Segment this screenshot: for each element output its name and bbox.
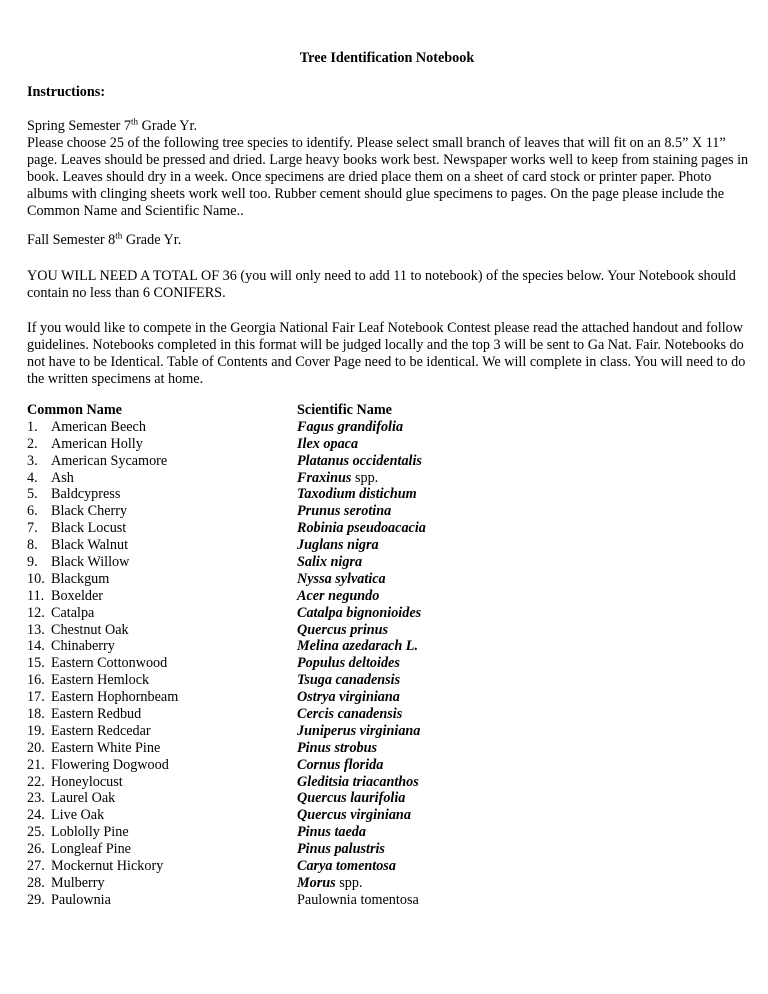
common-name: Blackgum bbox=[51, 570, 110, 587]
common-name-cell bbox=[27, 706, 297, 723]
scientific-name: Acer negundo bbox=[297, 587, 380, 604]
common-name: Black Cherry bbox=[51, 503, 128, 520]
common-name: American Holly bbox=[51, 435, 143, 452]
common-name-cell bbox=[27, 807, 297, 824]
scientific-name-cell bbox=[297, 841, 697, 858]
species-row bbox=[27, 672, 747, 689]
species-number: 14. bbox=[27, 638, 45, 655]
common-name: Paulownia bbox=[51, 891, 111, 908]
common-name-cell bbox=[27, 622, 297, 639]
species-number: 1. bbox=[27, 418, 38, 435]
scientific-name-cell bbox=[297, 605, 697, 622]
species-header-row bbox=[27, 402, 747, 419]
species-number: 15. bbox=[27, 655, 45, 672]
common-name: Eastern Hophornbeam bbox=[51, 689, 179, 706]
common-name: Boxelder bbox=[51, 587, 104, 604]
common-name-cell bbox=[27, 638, 297, 655]
common-name-cell bbox=[27, 892, 297, 909]
scientific-name-cell bbox=[297, 689, 697, 706]
common-name: Eastern Redcedar bbox=[51, 722, 151, 739]
common-name-cell bbox=[27, 605, 297, 622]
spring-heading bbox=[27, 118, 752, 135]
common-name-header: Common Name bbox=[27, 402, 122, 418]
scientific-name: Taxodium distichum bbox=[297, 486, 417, 503]
scientific-name: Ostrya virginiana bbox=[297, 689, 400, 706]
species-number: 5. bbox=[27, 486, 38, 503]
scientific-name: Pinus strobus bbox=[297, 739, 378, 756]
scientific-name-cell bbox=[297, 807, 697, 824]
common-name-cell bbox=[27, 588, 297, 605]
species-number: 21. bbox=[27, 756, 45, 773]
scientific-name-cell bbox=[297, 419, 697, 436]
species-number: 8. bbox=[27, 537, 38, 554]
species-number: 13. bbox=[27, 621, 45, 638]
scientific-name: Salix nigra bbox=[297, 554, 363, 571]
scientific-name-cell bbox=[297, 470, 697, 487]
species-row bbox=[27, 774, 747, 791]
species-number: 12. bbox=[27, 604, 45, 621]
common-name-cell bbox=[27, 841, 297, 858]
species-row bbox=[27, 436, 747, 453]
fall-heading-text: Fall Semester 8 bbox=[27, 232, 116, 248]
scientific-name: Quercus prinus bbox=[297, 621, 389, 638]
scientific-name: Quercus laurifolia bbox=[297, 790, 406, 807]
common-name-cell bbox=[27, 824, 297, 841]
scientific-name: Nyssa sylvatica bbox=[297, 570, 386, 587]
scientific-name-suffix: spp. bbox=[335, 874, 363, 891]
common-name: Eastern Hemlock bbox=[51, 672, 150, 689]
species-row bbox=[27, 824, 747, 841]
species-number: 16. bbox=[27, 672, 45, 689]
scientific-name: Cornus florida bbox=[297, 756, 384, 773]
scientific-name-cell bbox=[297, 740, 697, 757]
common-name-cell bbox=[27, 757, 297, 774]
scientific-name-cell bbox=[297, 757, 697, 774]
common-name-cell bbox=[27, 486, 297, 503]
common-name-cell bbox=[27, 470, 297, 487]
common-name-cell bbox=[27, 554, 297, 571]
common-name: Black Walnut bbox=[51, 537, 129, 554]
contest-note: If you would like to compete in the Georgia National Fair Leaf Notebook Contest please read the attached handout and follow guidelines. Notebooks completed in this format will be judged locally and the top 3 will be sent to Ga Nat. Fair. Notebooks do not have to be Identical. Table of Contents and Cover Page need to be identical. We will complete in class. You will need to do the written specimens at home. bbox=[27, 320, 746, 387]
common-name-cell bbox=[27, 537, 297, 554]
spring-heading-tail: Grade Yr. bbox=[138, 118, 198, 134]
species-number: 9. bbox=[27, 554, 38, 571]
scientific-name-cell bbox=[297, 453, 697, 470]
species-row bbox=[27, 554, 747, 571]
scientific-name-cell bbox=[297, 622, 697, 639]
scientific-name-suffix: spp. bbox=[351, 469, 379, 486]
common-name: Honeylocust bbox=[51, 773, 123, 790]
fall-heading bbox=[27, 232, 752, 249]
scientific-name: Fagus grandifolia bbox=[297, 418, 404, 435]
species-row bbox=[27, 453, 747, 470]
species-row bbox=[27, 723, 747, 740]
species-number: 7. bbox=[27, 520, 38, 537]
common-name: Laurel Oak bbox=[51, 790, 116, 807]
common-name: Mulberry bbox=[51, 874, 105, 891]
common-name: Mockernut Hickory bbox=[51, 858, 164, 875]
species-row bbox=[27, 892, 747, 909]
scientific-name-cell bbox=[297, 774, 697, 791]
common-name: American Beech bbox=[51, 418, 146, 435]
species-number: 18. bbox=[27, 706, 45, 723]
common-name-cell bbox=[27, 672, 297, 689]
common-name: Catalpa bbox=[51, 604, 95, 621]
common-name-cell bbox=[27, 790, 297, 807]
scientific-name: Pinus palustris bbox=[297, 841, 385, 858]
species-row bbox=[27, 419, 747, 436]
species-row bbox=[27, 537, 747, 554]
species-number: 22. bbox=[27, 773, 45, 790]
species-row bbox=[27, 875, 747, 892]
common-name: Eastern Redbud bbox=[51, 706, 142, 723]
common-name: Ash bbox=[51, 469, 74, 486]
species-number: 3. bbox=[27, 452, 38, 469]
species-row bbox=[27, 740, 747, 757]
scientific-name-cell bbox=[297, 875, 697, 892]
species-number: 26. bbox=[27, 841, 45, 858]
spring-heading-text: Spring Semester 7 bbox=[27, 118, 132, 134]
common-name: Live Oak bbox=[51, 807, 105, 824]
species-number: 2. bbox=[27, 435, 38, 452]
common-name-cell bbox=[27, 723, 297, 740]
scientific-name: Pinus taeda bbox=[297, 824, 366, 841]
species-row bbox=[27, 486, 747, 503]
common-name: Baldcypress bbox=[51, 486, 121, 503]
scientific-name-cell bbox=[297, 672, 697, 689]
scientific-name-cell bbox=[297, 520, 697, 537]
species-number: 27. bbox=[27, 858, 45, 875]
common-name-cell bbox=[27, 740, 297, 757]
common-name-cell bbox=[27, 503, 297, 520]
common-name-cell bbox=[27, 419, 297, 436]
common-name: Flowering Dogwood bbox=[51, 756, 169, 773]
common-name: Eastern Cottonwood bbox=[51, 655, 168, 672]
spring-heading-sup: th bbox=[131, 116, 139, 127]
species-number: 10. bbox=[27, 570, 45, 587]
scientific-name-cell bbox=[297, 588, 697, 605]
scientific-name: Robinia pseudoacacia bbox=[297, 520, 426, 537]
scientific-name: Morus bbox=[297, 874, 336, 891]
fall-heading-sup: th bbox=[115, 230, 123, 241]
common-name: Eastern White Pine bbox=[51, 739, 161, 756]
scientific-name-cell bbox=[297, 638, 697, 655]
scientific-name: Ilex opaca bbox=[297, 435, 359, 452]
scientific-name: Juniperus virginiana bbox=[297, 722, 421, 739]
species-number: 23. bbox=[27, 790, 45, 807]
species-row bbox=[27, 757, 747, 774]
species-table bbox=[27, 402, 747, 909]
scientific-name: Prunus serotina bbox=[297, 503, 392, 520]
scientific-name: Fraxinus bbox=[297, 469, 352, 486]
common-name: Longleaf Pine bbox=[51, 841, 131, 858]
common-name: American Sycamore bbox=[51, 452, 168, 469]
common-name: Chestnut Oak bbox=[51, 621, 129, 638]
species-number: 25. bbox=[27, 824, 45, 841]
scientific-name-cell bbox=[297, 486, 697, 503]
scientific-name: Catalpa bignonioides bbox=[297, 604, 422, 621]
common-name-cell bbox=[27, 689, 297, 706]
spring-instructions: Please choose 25 of the following tree species to identify. Please select small branch of leaves that will fit on an 8.5” X 11” page. Leaves should be pressed and dried. Large heavy books work best. Newspaper works well to keep from staining pages in book. Leaves should dry in a week. Once specimens are dried place them on a sheet of card stock or printer paper. Photo albums with clinging sheets work well too. Rubber cement should glue specimens to pages. On the page please include the Common Name and Scientific Name.. bbox=[27, 135, 749, 219]
scientific-name-cell bbox=[297, 554, 697, 571]
species-row bbox=[27, 706, 747, 723]
species-number: 6. bbox=[27, 503, 38, 520]
scientific-name: Cercis canadensis bbox=[297, 706, 403, 723]
common-name: Black Locust bbox=[51, 520, 127, 537]
common-name: Loblolly Pine bbox=[51, 824, 129, 841]
species-row bbox=[27, 858, 747, 875]
species-row bbox=[27, 689, 747, 706]
scientific-name-cell bbox=[297, 537, 697, 554]
species-number: 17. bbox=[27, 689, 45, 706]
common-name-cell bbox=[27, 571, 297, 588]
fall-heading-tail: Grade Yr. bbox=[122, 232, 182, 248]
species-number: 11. bbox=[27, 587, 45, 604]
scientific-name-cell bbox=[297, 503, 697, 520]
species-number: 19. bbox=[27, 722, 45, 739]
scientific-name-cell bbox=[297, 706, 697, 723]
instructions-heading: Instructions: bbox=[27, 84, 106, 100]
scientific-name-cell bbox=[297, 436, 697, 453]
scientific-name-cell bbox=[297, 892, 697, 909]
scientific-name: Melina azedarach L. bbox=[297, 638, 418, 655]
species-row bbox=[27, 605, 747, 622]
species-row bbox=[27, 571, 747, 588]
common-name-cell bbox=[27, 453, 297, 470]
species-row bbox=[27, 638, 747, 655]
scientific-name: Juglans nigra bbox=[297, 537, 379, 554]
common-name-cell bbox=[27, 774, 297, 791]
species-row bbox=[27, 655, 747, 672]
common-name-cell bbox=[27, 436, 297, 453]
common-name-cell bbox=[27, 655, 297, 672]
species-number: 4. bbox=[27, 469, 38, 486]
scientific-name: Populus deltoides bbox=[297, 655, 400, 672]
species-row bbox=[27, 807, 747, 824]
scientific-name-cell bbox=[297, 858, 697, 875]
total-requirement: YOU WILL NEED A TOTAL OF 36 (you will only need to add 11 to notebook) of the species below. Your Notebook should contain no less than 6 CONIFERS. bbox=[27, 268, 736, 301]
scientific-name-cell bbox=[297, 824, 697, 841]
species-number: 29. bbox=[27, 891, 45, 908]
common-name-cell bbox=[27, 858, 297, 875]
species-number: 24. bbox=[27, 807, 45, 824]
species-number: 28. bbox=[27, 874, 45, 891]
species-row bbox=[27, 470, 747, 487]
document-title: Tree Identification Notebook bbox=[299, 50, 475, 66]
common-name: Chinaberry bbox=[51, 638, 115, 655]
scientific-name-cell bbox=[297, 655, 697, 672]
common-name-cell bbox=[27, 875, 297, 892]
species-row bbox=[27, 841, 747, 858]
common-name-cell bbox=[27, 520, 297, 537]
scientific-name: Tsuga canadensis bbox=[297, 672, 401, 689]
scientific-name: Carya tomentosa bbox=[297, 858, 396, 875]
scientific-name: Gleditsia triacanthos bbox=[297, 773, 419, 790]
species-row bbox=[27, 503, 747, 520]
scientific-name: Platanus occidentalis bbox=[297, 452, 422, 469]
common-name: Black Willow bbox=[51, 554, 130, 571]
scientific-name-cell bbox=[297, 723, 697, 740]
scientific-name: Quercus virginiana bbox=[297, 807, 411, 824]
species-row bbox=[27, 622, 747, 639]
species-row bbox=[27, 588, 747, 605]
scientific-name-cell bbox=[297, 571, 697, 588]
species-number: 20. bbox=[27, 739, 45, 756]
species-row bbox=[27, 520, 747, 537]
scientific-name-suffix: Paulownia tomentosa bbox=[297, 891, 419, 908]
scientific-name-header: Scientific Name bbox=[297, 402, 392, 418]
species-row bbox=[27, 790, 747, 807]
scientific-name-cell bbox=[297, 790, 697, 807]
